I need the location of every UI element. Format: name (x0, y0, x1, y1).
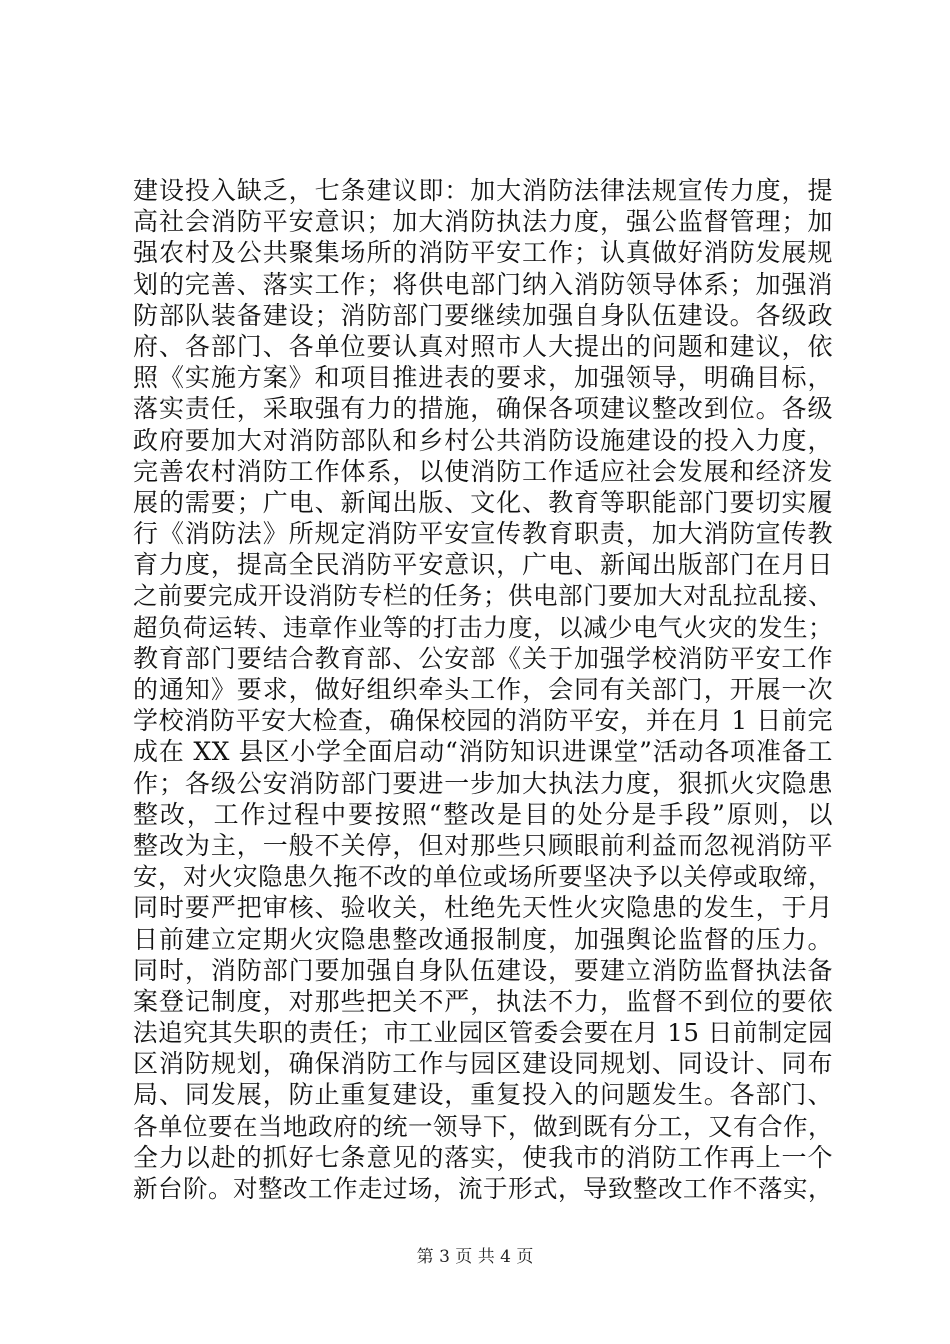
body-line: 划的完善、落实工作；将供电部门纳入消防领导体系；加强消 (133, 269, 833, 299)
body-line: 防部队装备建设；消防部门要继续加强自身队伍建设。各级政 (133, 300, 833, 330)
body-line: 新台阶。对整改工作走过场，流于形式，导致整改工作不落实， (133, 1174, 833, 1203)
body-line: 各单位要在当地政府的统一领导下，做到既有分工，又有合作， (133, 1111, 833, 1141)
body-line: 府、各部门、各单位要认真对照市人大提出的问题和建议，依 (133, 331, 833, 361)
body-line: 整改，工作过程中要按照“整改是目的处分是手段”原则，以 (133, 799, 833, 829)
body-line: 成在 XX 县区小学全面启动“消防知识进课堂”活动各项准备工 (133, 737, 833, 767)
body-line: 育力度，提高全民消防平安意识，广电、新闻出版部门在月日 (133, 550, 833, 580)
body-line: 局、同发展，防止重复建设，重复投入的问题发生。各部门、 (133, 1080, 833, 1110)
page-footer: 第 3 页 共 4 页 (416, 1247, 534, 1267)
body-line: 区消防规划，确保消防工作与园区建设同规划、同设计、同布 (133, 1049, 833, 1079)
body-line: 行《消防法》所规定消防平安宣传教育职责，加大消防宣传教 (133, 519, 833, 549)
body-line: 照《实施方案》和项目推进表的要求，加强领导，明确目标， (133, 363, 833, 393)
body-line: 展的需要；广电、新闻出版、文化、教育等职能部门要切实履 (133, 487, 833, 517)
body-line: 强农村及公共聚集场所的消防平安工作；认真做好消防发展规 (133, 238, 833, 268)
body-line: 政府要加大对消防部队和乡村公共消防设施建设的投入力度， (133, 425, 833, 455)
body-line: 完善农村消防工作体系，以使消防工作适应社会发展和经济发 (133, 456, 833, 486)
body-line: 全力以赴的抓好七条意见的落实，使我市的消防工作再上一个 (133, 1142, 833, 1172)
body-line: 的通知》要求，做好组织牵头工作，会同有关部门，开展一次 (133, 675, 833, 704)
body-text (133, 175, 833, 1204)
body-line: 学校消防平安大检查，确保校园的消防平安，并在月 1 日前完 (133, 706, 833, 736)
body-line: 日前建立定期火灾隐患整改通报制度，加强舆论监督的压力。 (133, 924, 833, 954)
body-line: 整改为主，一般不关停，但对那些只顾眼前利益而忽视消防平 (133, 830, 833, 860)
body-line: 高社会消防平安意识；加大消防执法力度，强公监督管理；加 (133, 207, 833, 237)
body-line: 建设投入缺乏，七条建议即：加大消防法律法规宣传力度，提 (133, 176, 833, 205)
body-line: 作；各级公安消防部门要进一步加大执法力度，狠抓火灾隐患 (133, 768, 833, 798)
body-line: 案登记制度，对那些把关不严，执法不力，监督不到位的要依 (133, 986, 833, 1016)
body-line: 之前要完成开设消防专栏的任务；供电部门要加大对乱拉乱接、 (133, 581, 833, 611)
body-line: 法追究其失职的责任；市工业园区管委会要在月 15 日前制定园 (133, 1018, 833, 1048)
body-line: 同时，消防部门要加强自身队伍建设，要建立消防监督执法备 (133, 955, 833, 985)
body-line: 超负荷运转、违章作业等的打击力度，以减少电气火灾的发生； (133, 612, 833, 642)
body-line: 同时要严把审核、验收关，杜绝先天性火灾隐患的发生，于月 (133, 893, 833, 923)
body-line: 安，对火灾隐患久拖不改的单位或场所要坚决予以关停或取缔， (133, 862, 833, 892)
body-line: 教育部门要结合教育部、公安部《关于加强学校消防平安工作 (133, 643, 833, 673)
body-line: 落实责任，采取强有力的措施，确保各项建议整改到位。各级 (133, 394, 833, 424)
